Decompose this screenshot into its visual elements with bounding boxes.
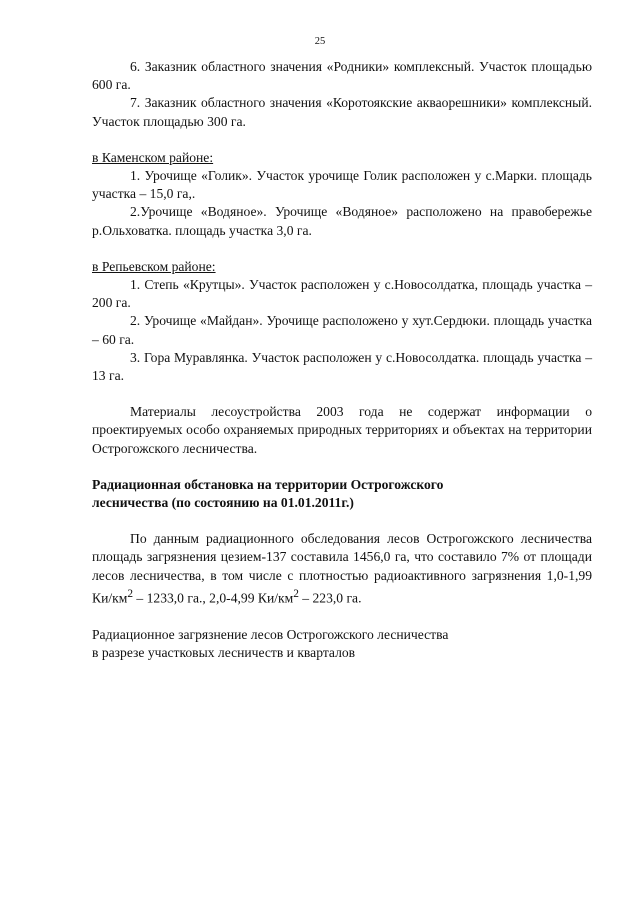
- radiation-text-part1: По данным радиационного обследования лесов Острогожского лесничества площадь загрязнения цезием-137 составила 1456,0 га, что составило 7% от площади лесов лесничества, в том числе с плотностью радиоактивного загрязнения 1,0-1,99 Ки/км: [92, 531, 592, 606]
- superscript-2: 2: [293, 587, 299, 600]
- radiation-title-line1: Радиационная обстановка на территории Острогожского: [92, 476, 444, 492]
- superscript-2: 2: [127, 587, 133, 600]
- item-rodniki: 6. Заказник областного значения «Родники» комплексный. Участок площадью 600 га.: [92, 59, 592, 93]
- radiation-paragraph: [92, 530, 592, 607]
- item-golik: 1. Урочище «Голик». Участок урочище Голик расположен у с.Марки. площадь участка – 15,0 га,.: [92, 168, 592, 202]
- radiation-title: [92, 476, 592, 512]
- materials-paragraph: Материалы лесоустройства 2003 года не содержат информации о проектируемых особо охраняемых природных территориях и объектах на территории Острогожского лесничества.: [92, 404, 592, 456]
- table-caption-line2: в разрезе участковых лесничеств и кварталов: [92, 644, 356, 660]
- table-caption-line1: Радиационное загрязнение лесов Острогожского лесничества: [92, 626, 449, 642]
- item-maidan: 2. Урочище «Майдан». Урочище расположено у хут.Сердюки. площадь участка – 60 га.: [92, 313, 592, 347]
- page-number: 25: [314, 36, 326, 47]
- item-muravlyanka: 3. Гора Муравлянка. Участок расположен у с.Новосолдатка. площадь участка – 13 га.: [92, 349, 592, 384]
- kamensky-heading: в Каменском районе:: [92, 149, 214, 165]
- item-vodyanoe: 2.Урочище «Водяное». Урочище «Водяное» расположено на правобережье р.Ольховатка. площадь участка 3,0 га.: [92, 204, 592, 238]
- radiation-text-part2: – 1233,0 га., 2,0-4,99 Ки/км: [133, 590, 294, 606]
- item-kruttsy: 1. Степь «Крутцы». Участок расположен у с.Новосолдатка, площадь участка – 200 га.: [92, 277, 592, 311]
- item-korotoyak: 7. Заказник областного значения «Коротоякские акваорешники» комплексный. Участок площадью 300 га.: [92, 95, 592, 129]
- table-caption: [92, 626, 592, 662]
- radiation-text-part3: – 223,0 га.: [298, 590, 362, 606]
- repyevsky-heading: в Репьевском районе:: [92, 258, 216, 274]
- page-content: [92, 58, 592, 662]
- radiation-title-line2: лесничества (по состоянию на 01.01.2011г.): [92, 495, 354, 511]
